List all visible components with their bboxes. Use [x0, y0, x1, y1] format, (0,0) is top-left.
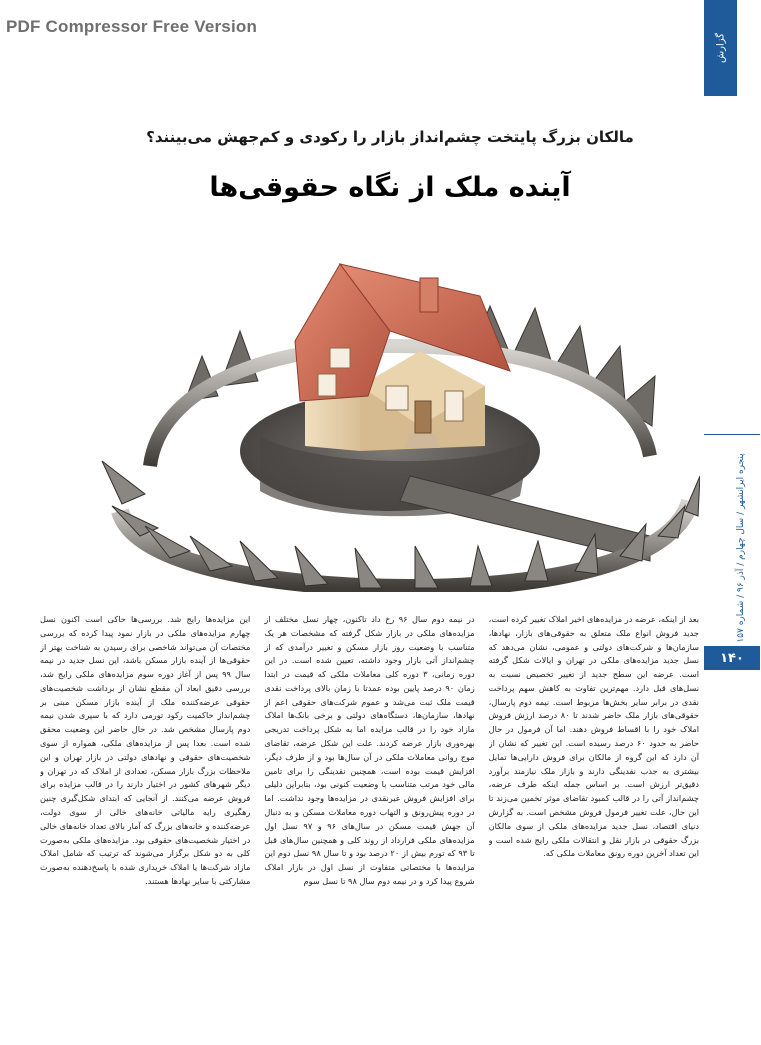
watermark-text: PDF Compressor Free Version	[6, 17, 258, 36]
text-column-3: این مزایده‌ها رایج شد. بررسی‌ها حاکی است اکنون نسل چهارم مزایده‌های ملکی در بازار نمود پیدا کرده که بررسی مختصات آن می‌تواند شاخصی برای رسیدن به شناخت بهتر از حقوقی‌ها از آینده بازار مسکن باشد، این نسل جدید در نیمه سال ۹۹ پس از آغاز دوره سوم مزایده‌های ملکی رایج شد، بررسی دقیق ابعاد آن مقطع نشان از برداشت شخصیت‌های حقوقی عرضه‌کننده ملک از آینده بازار مسکن مبنی بر چشم‌انداز حاکمیت رکود تورمی دارد که با سپری شدن نیمه دوم پارسال مشخص شد. در حال حاضر این وضعیت محقق شده است. بعدا پس از مزایده‌های ملکی، همواره از سوی شخصیت‌های حقوقی و نهادهای دولتی در بازار تهران و این ملاحظات بزرگ بازار مسکن، تعدادی از املاک که در تهران و دیگر شهرهای کشور در اختیار دارند را در قالب مزایده برای فروش عرضه می‌کنند. از آنجایی که ابتدای شکل‌گیری چنین رهگیری رایه مالیاتی خانه‌های خالی از سوی دولت، عرضه‌کننده و خانه‌های بزرگ که آمار بالای تعداد خانه‌های خالی در اختیار شخصیت‌های حقوقی بود. مزایده‌های ملکی به‌صورت کلی به دو شکل برگزار می‌شوند که ترتیب که شامل املاک مازاد شرکت‌ها یا املاک خریداری شده با پاسخ‌دهنده به‌صورت مشارکتی با سایر نهادها هستند.	[40, 614, 251, 886]
section-tab	[704, 0, 737, 96]
page-number-badge	[704, 646, 760, 670]
journal-info-text: پنجره ایرانشهر / سال چهارم / آذر ۹۶ / شماره ۱۵۷	[736, 453, 746, 643]
article-body	[40, 613, 699, 973]
section-label: گزارش	[715, 32, 726, 64]
text-column-2: در نیمه دوم سال ۹۶ رخ داد تاکنون، چهار نسل مختلف از مزایده‌های ملکی در بازار شکل گرفته که مشخصات هر یک متناسب با وضعیت روز بازار مسکن و تغییر درآمدی که از چشم‌انداز آتی بازار وجود داشته، تعیین شده است. در این دوره زمانی، ۳ دوره کلی معاملات ملکی که قیمت در ابتدا زمان ۹۰ درصد پایین بوده عمدتا با زمان بالای پرداخت نقدی قیمت ملک ثبت می‌شد و عموم شرکت‌های حقوقی اعم از نهادها، سازمان‌ها، دستگاه‌های دولتی و برخی بانک‌ها املاک مازاد خود را در قالب مزایده اما به شکل پرداخت تدریجی بهره‌وری بازار عرضه کردند. علت این شکل عرضه، تقاضای موج روانی معاملات ملکی در آن سال‌ها بود و از طرف دیگر، افزایش قیمت بوده است، همچنین نقدینگی را برای تامین مالی خود مرتب متناسب با وضعیت کنونی بود، بنابراین دلیلی برای افزایش فروش غیرنقدی در مزایده‌ها وجود نداشت. اما در دوره پیش‌رونق و التهاب دوره معاملات مسکن و به دنبال آن جهش قیمت مسکن در سال‌های ۹۶ و ۹۷ نسل اول مزایده‌های ملکی فرارداد از روند کلی و همچنین سال‌های قبل تا ۹۳ که تورم بیش از ۲۰ درصد بود و تا سال ۹۸ نسل دوم این مزایده‌ها با مختصاتی متفاوت از نسل اول در بازار املاک شروع پیدا کرد و در نیمه دوم سال ۹۸ تا نسل سوم	[264, 614, 475, 886]
journal-info	[734, 448, 748, 648]
article-subtitle: مالکان بزرگ پایتخت چشم‌انداز بازار را رکودی و کم‌جهش می‌بینند؟	[146, 128, 634, 146]
article-title: آینده ملک از نگاه حقوقی‌ها	[209, 172, 571, 203]
sidebar-divider	[704, 434, 760, 435]
house-in-trap-illustration	[90, 236, 700, 592]
page-number: ۱۴۰	[720, 650, 744, 666]
house-model	[295, 264, 510, 451]
text-column-1: بعد از اینکه، عرضه در مزایده‌های اخیر املاک تغییر کرده است، جدید فروش انواع ملک متعلق به حقوقی‌های بازار، نهادها، سازمان‌ها و شرکت‌های دولتی و عمومی، نشان می‌دهد که نسل جدید مزایده‌های ملکی در تهران و ایالات شکل گرفته است. عرضه این سطح جدید از تغییر تخصیص نسبت به نسل‌های قبل دارد. مهم‌ترین تفاوت به کاهش سهم پرداخت نقدی در برابر سایر بخش‌ها مربوط است. نیمه دوم پارسال، حقوقی‌های بازار ملک حاضر شدند تا ۸۰ درصد ارزش فروش املاک خود را با اقساط فروش دهند. اما آن فرمول در حال حاضر به حدود ۶۰ درصد رسیده است. این تغییر که نشان از آن دارد که این گروه از مالکان برای فروش دارایی‌ها تمایل بیشتری به جذب نقدینگی دارند و بازار ملک نیازمند برآورد دقیق‌تر ارزش است. بر اساس جمله اینکه طرف عرضه، چشم‌انداز آتی را در قالب کمبود تقاضای موثر تخمین می‌زند تا این حال، علت تغییر فرمول فروش مشخص است. به گزارش دنیای اقتصاد، نسل جدید مزایده‌های ملکی از سوی مالکان بزرگ حقوقی در بازار نقل و انتقالات ملکی رایج شده است و این تعداد آخرین دوره رونق معاملات ملکی که.	[488, 614, 699, 859]
